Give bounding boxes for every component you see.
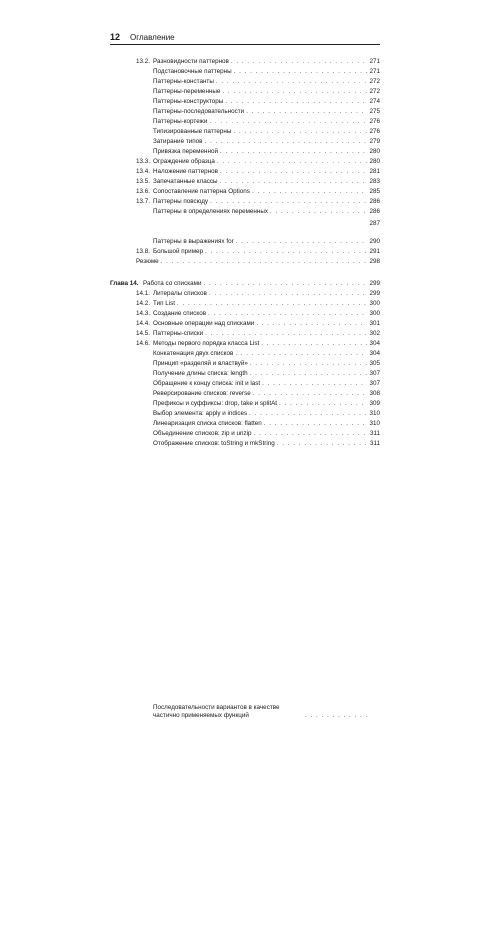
dot-leader [208,310,367,318]
dot-leader [225,98,367,106]
toc-entry-title: Паттерны-конструкторы [153,98,224,105]
toc-entry-page: 301 [369,320,380,327]
toc-entry-page: 272 [369,88,380,95]
toc-entry-number: 13.5. [136,178,151,185]
toc-entry-title: Реверсирование списков: reverse [153,390,251,397]
toc-entry-title: Основные операции над списками [153,320,255,327]
toc-entry-number: 13.6. [136,188,151,195]
toc-entry-title: Затирание типов [153,138,203,145]
dot-leader [250,370,368,378]
dot-leader [246,108,367,116]
toc-entry-page: 274 [369,98,380,105]
dot-leader [220,168,367,176]
toc-entry-title: Паттерны в определениях переменных [153,208,269,215]
dot-leader [205,330,367,338]
toc-entry-page: 281 [369,168,380,175]
toc-entry-title: Ограждение образца [153,158,215,165]
toc-entry-page: 285 [369,188,380,195]
toc-entry-page: 300 [369,310,380,317]
toc-entry-title: Паттерны-последовательности [153,108,245,115]
dot-leader [253,390,368,398]
toc-entry-page: 300 [369,300,380,307]
toc-entry-page: 309 [369,400,380,407]
toc-entry-page: 287 [369,220,380,227]
dot-leader [234,68,368,76]
toc-entry-title: Тип List [153,300,176,307]
toc-entry-page: 275 [369,108,380,115]
toc-entry-page: 307 [369,370,380,377]
toc-entry-page: 299 [369,290,380,297]
toc-entry-title: Паттерны повсюду [153,198,209,205]
dot-leader [222,88,367,96]
toc-entry-title: Наложение паттернов [153,168,218,175]
dot-leader [209,290,368,298]
dot-leader [205,248,367,256]
dot-leader [270,208,367,216]
toc-entry-title: Конкатенация двух списков [153,350,234,357]
toc-entry-page: 298 [369,258,380,265]
dot-leader [279,400,367,408]
toc-entry-title: Запечатанные классы [153,178,218,185]
toc-entry-number: 14.6. [136,340,151,347]
toc-entry-page: 286 [369,198,380,205]
toc-entry-title: Разновидности паттернов [153,58,229,65]
dot-leader [236,238,368,246]
toc-entry-page: 311 [369,430,380,437]
toc-entry-title: Объединение списков: zip и unzip [153,430,252,437]
toc-entry-title: Работа со списками [143,280,202,287]
dot-leader [209,118,367,126]
dot-leader [250,360,368,368]
dot-leader [233,128,367,136]
toc-entry-page: 279 [369,138,380,145]
dot-leader [231,58,368,66]
toc-entry-title: Паттерны-константы [153,78,214,85]
toc-entry-page: 286 [369,208,380,215]
dot-leader [217,158,368,166]
toc-entry-number: 13.2. [136,58,151,65]
dot-leader [264,420,368,428]
toc-entry-number: 14.4. [136,320,151,327]
toc-entry-title: Создание списков [153,310,207,317]
toc-entry-title: Резюме [136,258,159,265]
toc-entry-page: 276 [369,128,380,135]
toc-entry-page: 276 [369,118,380,125]
toc-entry-page: 311 [369,440,380,447]
toc-entry-title: Методы первого порядка класса List [153,340,260,347]
toc-entry-number: 13.8. [136,248,151,255]
dot-leader [161,258,368,266]
dot-leader [262,380,367,388]
toc-entry-number: Глава 14. [110,280,139,287]
toc-entry-number: 13.3. [136,158,151,165]
toc-entry-title: Привязка переменной [153,148,218,155]
toc-entry-page: 271 [369,58,380,65]
toc-entry-title: Отображение списков: toString и mkString [153,440,275,447]
toc-entry-number: 14.3. [136,310,151,317]
toc-entry-page: 310 [369,420,380,427]
dot-leader [249,410,367,418]
toc-entry-title: Принцип «разделяй и властвуй» [153,360,248,367]
toc-entry-page: 272 [369,78,380,85]
toc-entry-page: 299 [369,280,380,287]
toc-entry-title: Паттерны-кортежи [153,118,208,125]
toc-entry-page: 291 [369,248,380,255]
toc-entry-title: Подстановочные паттерны [153,68,232,75]
toc-entry-page: 304 [369,350,380,357]
dot-leader [256,320,367,328]
dot-leader [254,430,368,438]
dot-leader [220,148,368,156]
toc-entry-page: 271 [369,68,380,75]
dot-leader [252,188,368,196]
toc-entry-title: Префиксы и суффиксы: drop, take и splitAt [153,400,278,407]
page-number: 12 [110,32,121,42]
toc-entry-page: 310 [369,410,380,417]
toc-entry-page: 304 [369,340,380,347]
toc-entry-title: Паттерны-переменные [153,88,221,95]
header-title: Оглавление [130,33,175,42]
toc-entry-title: Выбор элемента: apply и indices [153,410,248,417]
toc-entry-title: Обращение к концу списка: init и last [153,380,261,387]
toc-entry-page: 283 [369,178,380,185]
dot-leader [204,138,367,146]
toc-entry-page: 290 [369,238,380,245]
toc-entry-title: Линеаризация списка списков: flatten [153,420,262,427]
toc-entry-page: 280 [369,158,380,165]
toc-entry-number: 14.5. [136,330,151,337]
toc-entry-page: 280 [369,148,380,155]
dot-leader [235,350,367,358]
toc-entry-title: Последовательности вариантов в качестве частично применяемых функций [153,704,280,719]
toc-entry-title: Получение длины списка: length [153,370,248,377]
dot-leader [261,340,367,348]
toc-entry-page: 302 [369,330,380,337]
toc-entry-title: Типизированные паттерны [153,128,232,135]
toc-entry-number: 13.4. [136,168,151,175]
toc-entry-title: Литералы списков [153,290,207,297]
toc-entry-page: 305 [369,360,380,367]
dot-leader [216,78,368,86]
dot-leader [277,440,368,448]
toc-entry-title: Большой пример [153,248,204,255]
toc-entry-number: 14.2. [136,300,151,307]
toc-entry-title: Паттерны в выражениях for [153,238,234,245]
toc-entry [153,440,380,940]
toc-entry-page: 307 [369,380,380,387]
toc-entry-title: Сопоставление паттерна Options [153,188,250,195]
dot-leader [203,280,367,288]
dot-leader [220,178,368,186]
dot-leader [177,300,367,308]
toc-entry-page: 308 [369,390,380,397]
dot-leader [210,198,367,206]
toc-entry-number: 13.7. [136,198,151,205]
toc-entry-title: Паттерны-списки [153,330,204,337]
toc-entry-number: 14.1. [136,290,151,297]
running-header [110,32,380,45]
